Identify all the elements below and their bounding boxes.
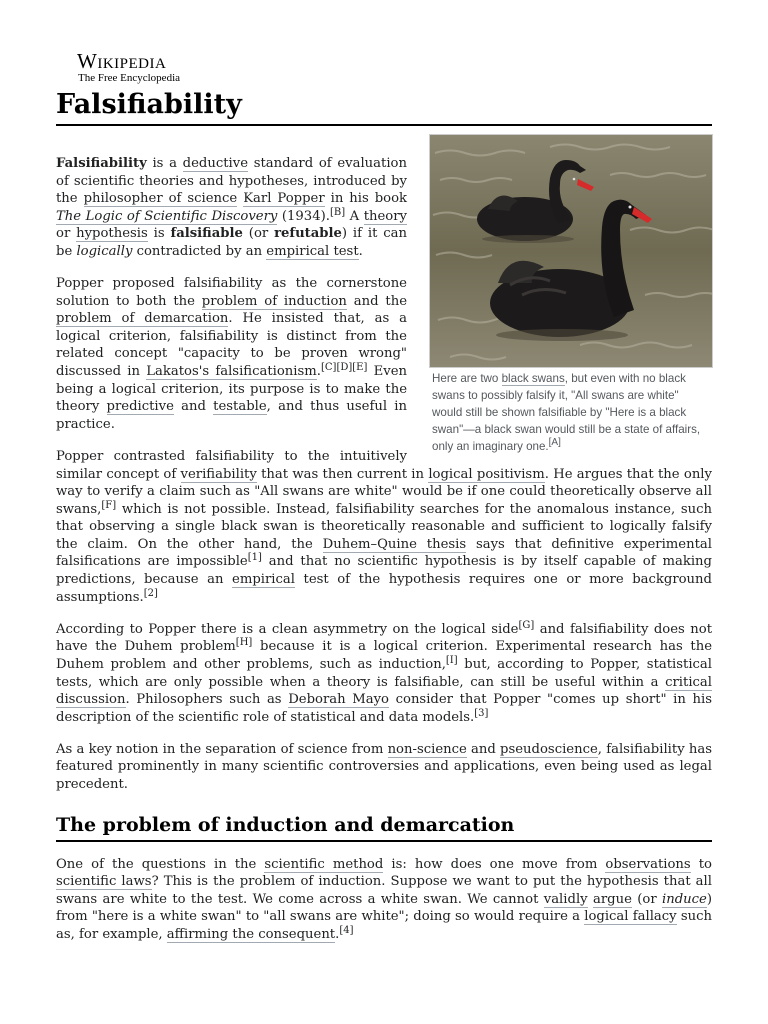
note-ref[interactable]: [D] <box>336 362 353 374</box>
section-heading: The problem of induction and demarcation <box>56 812 712 842</box>
note-ref[interactable]: [G] <box>518 619 535 631</box>
figure-caption <box>429 368 712 455</box>
paragraph-intro: Falsifiability is a deductive standard of evaluation of scientific theories and hypotheses, introduced by the philosopher of science Karl Popper in his book The Logic of Scientific Discovery (1934).[B] A theory or hypothesis is falsifiable (or refutable) if it can be logically contradicted by an empirical test. <box>56 156 408 259</box>
black-swans-photo[interactable] <box>429 134 713 368</box>
link-philosopher-of-science[interactable]: philosopher of science <box>83 191 238 207</box>
link-induce[interactable]: induce <box>661 891 707 907</box>
link-affirming-the-consequent[interactable]: affirming the consequent <box>166 926 336 942</box>
logo-wordmark: Wikipedia <box>77 49 167 73</box>
paragraph-cornerstone: Popper proposed falsifiability as the cornerstone solution to both the problem of induction and the problem of demarcation. He insisted that, as a logical criterion, falsifiability is distinct from the related concept "capacity to be proven wrong" discussed in Lakatos's falsificationism.[C][D][E] Even being a logical criterion, its purpose is to make the theory predictive and testable, and thus useful in practice. <box>56 276 408 432</box>
link-hypothesis[interactable]: hypothesis <box>76 226 148 242</box>
wikipedia-logo[interactable] <box>56 50 712 84</box>
paragraph-induction: One of the questions in the scientific method is: how does one move from observations to scientific laws? This is the problem of induction. Suppose we want to put the hypothesis that all swans are white to the test. We come across a white swan. We cannot validly argue (or induce) from "here is a white swan" to "all swans are white"; doing so would require a logical fallacy such as, for example, affirming the consequent.[4] <box>56 856 712 942</box>
caption-text: Here are two <box>432 372 502 385</box>
article <box>56 50 712 958</box>
figure <box>429 134 712 455</box>
citation-ref[interactable]: [2] <box>143 587 158 599</box>
link-validly[interactable]: validly <box>543 891 588 907</box>
link-empirical-test[interactable]: empirical test <box>266 243 359 259</box>
term-bold: Falsifiability <box>56 156 147 171</box>
note-ref[interactable]: [A] <box>548 437 561 448</box>
link-lakatos-falsificationism[interactable]: Lakatos's falsificationism <box>146 364 317 380</box>
link-logical-positivism[interactable]: logical positivism <box>428 466 545 482</box>
link-duhem-quine-thesis[interactable]: Duhem–Quine thesis <box>322 536 467 552</box>
link-argue[interactable]: argue <box>592 891 632 907</box>
link-observations[interactable]: observations <box>605 856 691 872</box>
link-black-swans[interactable]: black swans <box>501 372 565 385</box>
paragraph-verifiability: Popper contrasted falsifiability to the intuitively similar concept of verifiability that was then current in logical positivism. He argues that the only way to verify a claim such as "All swans are white" would be if one could theoretically observe all swans,[F] which is not possible. Instead, falsifiability searches for the anomalous instance, such that observing a single black swan is theoretically reasonable and sufficient to logically falsify the claim. On the other hand, the Duhem–Quine thesis says that definitive experimental falsifications are impossible[1] and that no scientific hypothesis is by itself capable of making predictions, because an empirical test of the hypothesis requires one or more background assumptions.[2] <box>56 448 712 605</box>
link-verifiability[interactable]: verifiability <box>180 466 257 482</box>
note-ref[interactable]: [C] <box>320 362 337 374</box>
paragraph-asymmetry: According to Popper there is a clean asymmetry on the logical side[G] and falsifiability does not have the Duhem problem[H] because it is a logical criterion. Experimental research has the Duhem problem and other problems, such as induction,[I] but, according to Popper, statistical tests, which are only possible when a theory is falsifiable, can still be useful within a critical discussion. Philosophers such as Deborah Mayo consider that Popper "comes up short" in his description of the scientific role of statistical and data models.[3] <box>56 619 713 725</box>
logo-tagline: The Free Encyclopedia <box>78 72 181 84</box>
link-problem-of-induction[interactable]: problem of induction <box>201 293 347 309</box>
link-pseudoscience[interactable]: pseudoscience <box>500 741 598 757</box>
link-testable[interactable]: testable <box>213 399 267 415</box>
link-scientific-laws[interactable]: scientific laws <box>56 874 152 890</box>
citation-ref[interactable]: [3] <box>474 707 489 719</box>
link-theory[interactable]: theory <box>363 208 407 224</box>
note-ref[interactable]: [F] <box>101 499 117 511</box>
link-non-science[interactable]: non-science <box>387 741 467 757</box>
citation-ref[interactable]: [1] <box>247 552 262 564</box>
link-empirical[interactable]: empirical <box>232 572 295 588</box>
link-critical-discussion[interactable]: critical discussion <box>56 674 712 708</box>
paragraph-key-notion: As a key notion in the separation of science from non-science and pseudoscience, falsifiability has featured prominently in many scientific controversies and applications, even being used as legal precedent. <box>56 741 712 792</box>
note-ref[interactable]: [B] <box>329 206 346 218</box>
page-title: Falsifiability <box>56 88 712 126</box>
link-scientific-method[interactable]: scientific method <box>264 856 384 872</box>
caption-text: , but even with no black swans to possibly falsify it, "All swans are white" would still be shown falsifiable by "Here is a black swan"—a black swan would still be a state of affairs, only an imaginary one. <box>432 372 701 453</box>
citation-ref[interactable]: [4] <box>339 924 354 936</box>
link-deborah-mayo[interactable]: Deborah Mayo <box>288 692 389 708</box>
link-logical-fallacy[interactable]: logical fallacy <box>584 909 677 925</box>
link-logic-of-scientific-discovery[interactable]: The Logic of Scientific Discovery <box>56 208 278 224</box>
note-ref[interactable]: [E] <box>352 362 368 374</box>
link-deductive[interactable]: deductive <box>182 156 249 171</box>
link-predictive[interactable]: predictive <box>106 399 174 415</box>
link-karl-popper[interactable]: Karl Popper <box>243 191 325 207</box>
link-problem-of-demarcation[interactable]: problem of demarcation <box>56 311 229 327</box>
note-ref[interactable]: [H] <box>235 637 253 649</box>
note-ref[interactable]: [I] <box>445 654 458 666</box>
